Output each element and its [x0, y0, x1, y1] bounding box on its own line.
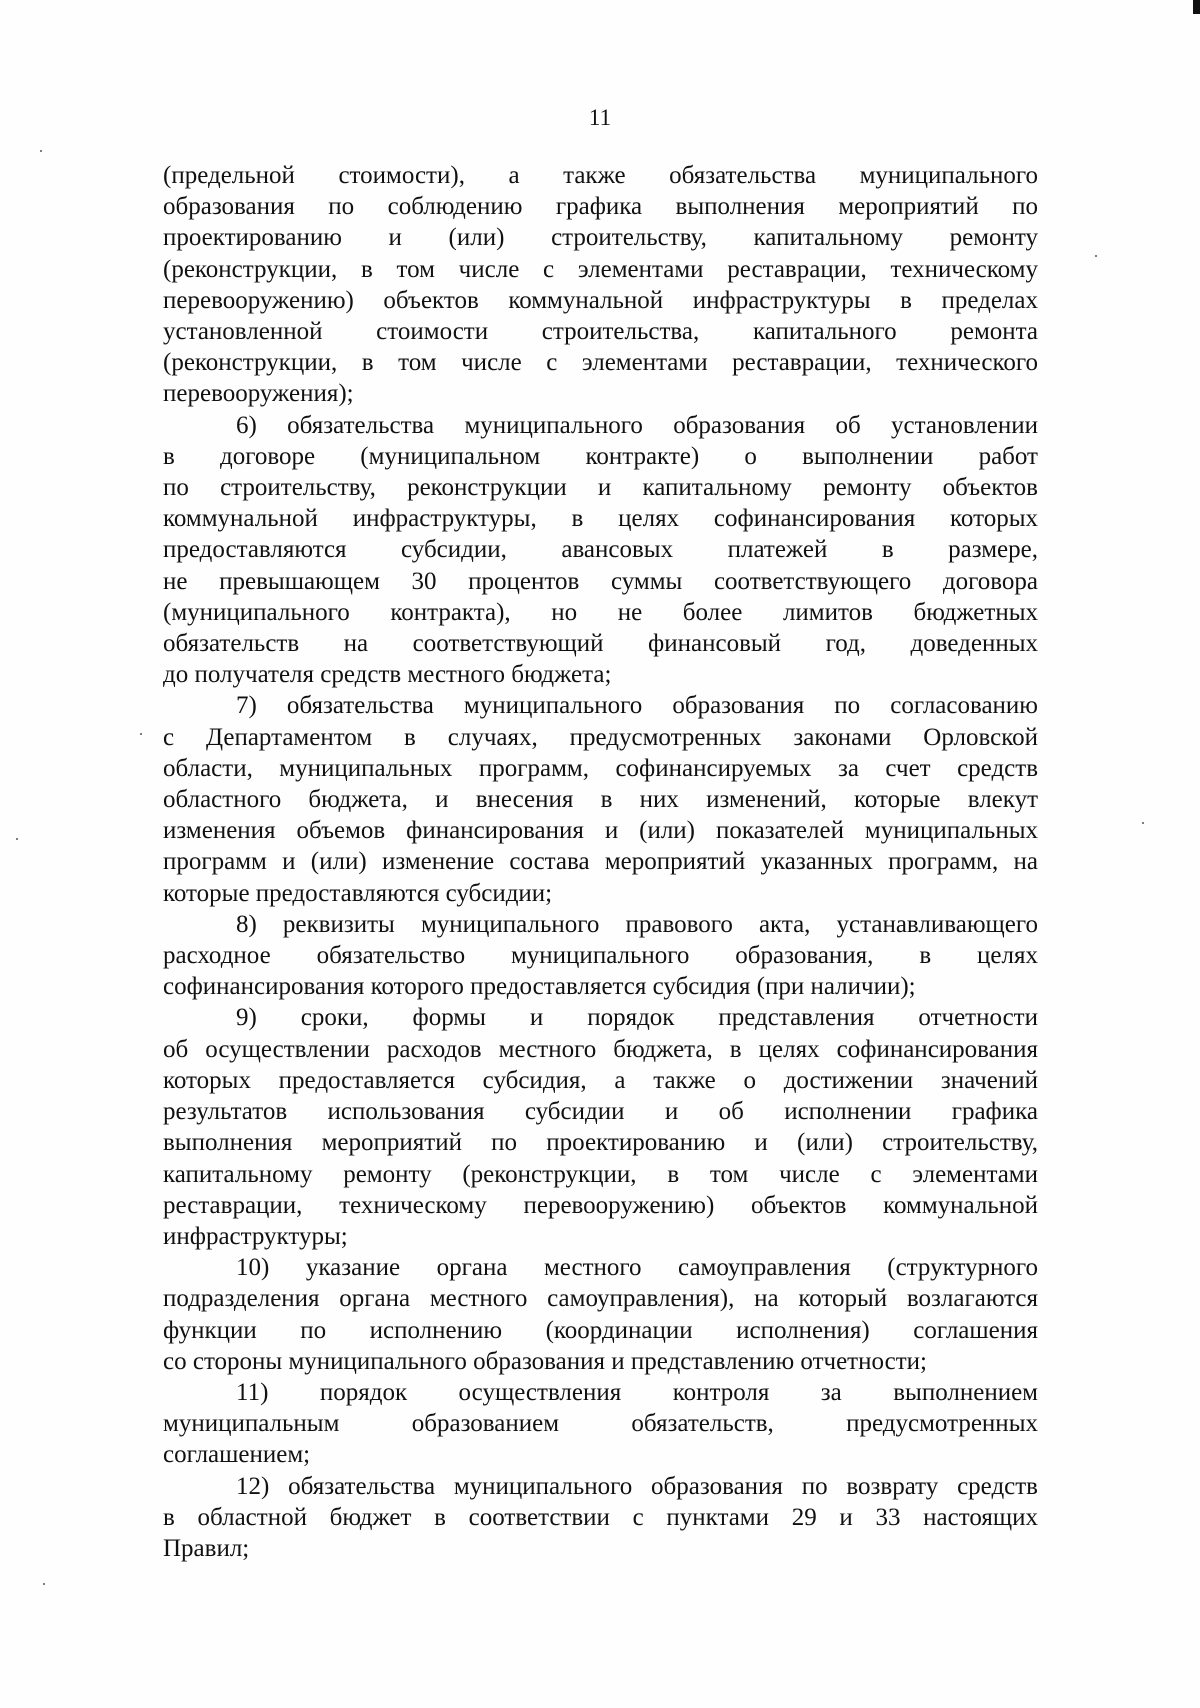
paragraph-continuation — [163, 160, 1038, 410]
text-line: коммунальной инфраструктуры, в целях софинансирования которых — [163, 505, 1038, 533]
text-line: выполнения мероприятий по проектированию и (или) строительству, — [163, 1129, 1038, 1157]
document-body — [163, 160, 1038, 1564]
list-item-7 — [163, 690, 1038, 908]
text-line: об осуществлении расходов местного бюджета, в целях софинансирования — [163, 1035, 1038, 1063]
text-line: (предельной стоимости), а также обязательства муниципального — [163, 162, 1038, 189]
text-line: капитальному ремонту (реконструкции, в том числе с элементами — [163, 1160, 1038, 1188]
text-line: (муниципального контракта), но не более лимитов бюджетных — [163, 598, 1038, 626]
text-line: инфраструктуры; — [163, 1222, 348, 1250]
text-line: в договоре (муниципальном контракте) о выполнении работ — [163, 442, 1038, 470]
text-line: 10) указание органа местного самоуправления (структурного — [236, 1254, 1038, 1282]
page-number: 11 — [588, 105, 612, 130]
text-line: установленной стоимости строительства, капитального ремонта — [163, 318, 1038, 346]
text-line: программ и (или) изменение состава мероприятий указанных программ, на — [163, 848, 1038, 876]
list-item-8 — [163, 909, 1038, 1003]
text-line: предоставляются субсидии, авансовых платежей в размере, — [163, 536, 1038, 564]
text-line: результатов использования субсидии и об исполнении графика — [163, 1098, 1038, 1126]
scan-speck — [40, 150, 42, 152]
text-line: 8) реквизиты муниципального правового акта, устанавливающего — [236, 910, 1038, 938]
text-line: перевооружению) объектов коммунальной инфраструктуры в пределах — [163, 286, 1038, 314]
text-line: в областной бюджет в соответствии с пунктами 29 и 33 настоящих — [163, 1503, 1038, 1531]
list-item-12 — [163, 1471, 1038, 1565]
text-line: Правил; — [163, 1534, 250, 1562]
text-line: 11) порядок осуществления контроля за выполнением — [236, 1378, 1038, 1406]
text-line: подразделения органа местного самоуправления), на который возлагаются — [163, 1285, 1038, 1313]
text-line: (реконструкции, в том числе с элементами реставрации, техническому — [163, 255, 1038, 283]
scan-speck — [1095, 255, 1097, 257]
text-line: перевооружения); — [163, 380, 354, 408]
text-line: по строительству, реконструкции и капитальному ремонту объектов — [163, 474, 1038, 502]
text-line: 6) обязательства муниципального образования об установлении — [236, 411, 1038, 439]
list-item-10 — [163, 1252, 1038, 1377]
scan-speck — [1142, 822, 1144, 824]
text-line: области, муниципальных программ, софинансируемых за счет средств — [163, 754, 1038, 782]
text-line: 12) обязательства муниципального образования по возврату средств — [236, 1472, 1038, 1500]
text-line: которых предоставляется субсидия, а также о достижении значений — [163, 1066, 1038, 1094]
text-line: муниципальным образованием обязательств, предусмотренных — [163, 1410, 1038, 1438]
text-line: 7) обязательства муниципального образования по согласованию — [236, 692, 1038, 720]
scan-speck — [43, 1583, 45, 1585]
text-line: реставрации, техническому перевооружению) объектов коммунальной — [163, 1191, 1038, 1219]
text-line: не превышающем 30 процентов суммы соответствующего договора — [163, 567, 1038, 595]
text-line: (реконструкции, в том числе с элементами реставрации, технического — [163, 349, 1038, 377]
text-line: проектированию и (или) строительству, капитальному ремонту — [163, 224, 1038, 252]
text-line: которые предоставляются субсидии; — [163, 879, 553, 907]
text-line: функции по исполнению (координации исполнения) соглашения — [163, 1316, 1038, 1344]
text-line: изменения объемов финансирования и (или) показателей муниципальных — [163, 817, 1038, 845]
list-item-9 — [163, 1002, 1038, 1252]
list-item-6 — [163, 410, 1038, 691]
scan-speck — [16, 838, 18, 840]
text-line: расходное обязательство муниципального образования, в целях — [163, 942, 1038, 970]
text-line: областного бюджета, и внесения в них изменений, которые влекут — [163, 786, 1038, 814]
text-line: со стороны муниципального образования и представлению отчетности; — [163, 1347, 927, 1375]
text-line: до получателя средств местного бюджета; — [163, 661, 612, 689]
text-line: с Департаментом в случаях, предусмотренных законами Орловской — [163, 723, 1038, 751]
text-line: образования по соблюдению графика выполнения мероприятий по — [163, 193, 1038, 221]
scan-speck — [140, 733, 142, 735]
text-line: софинансирования которого предоставляется субсидия (при наличии); — [163, 973, 916, 1001]
text-line: 9) сроки, формы и порядок представления отчетности — [236, 1004, 1038, 1032]
scan-edge-mark — [1193, 0, 1200, 14]
text-line: обязательств на соответствующий финансовый год, доведенных — [163, 630, 1038, 658]
list-item-11 — [163, 1377, 1038, 1471]
text-line: соглашением; — [163, 1441, 311, 1469]
